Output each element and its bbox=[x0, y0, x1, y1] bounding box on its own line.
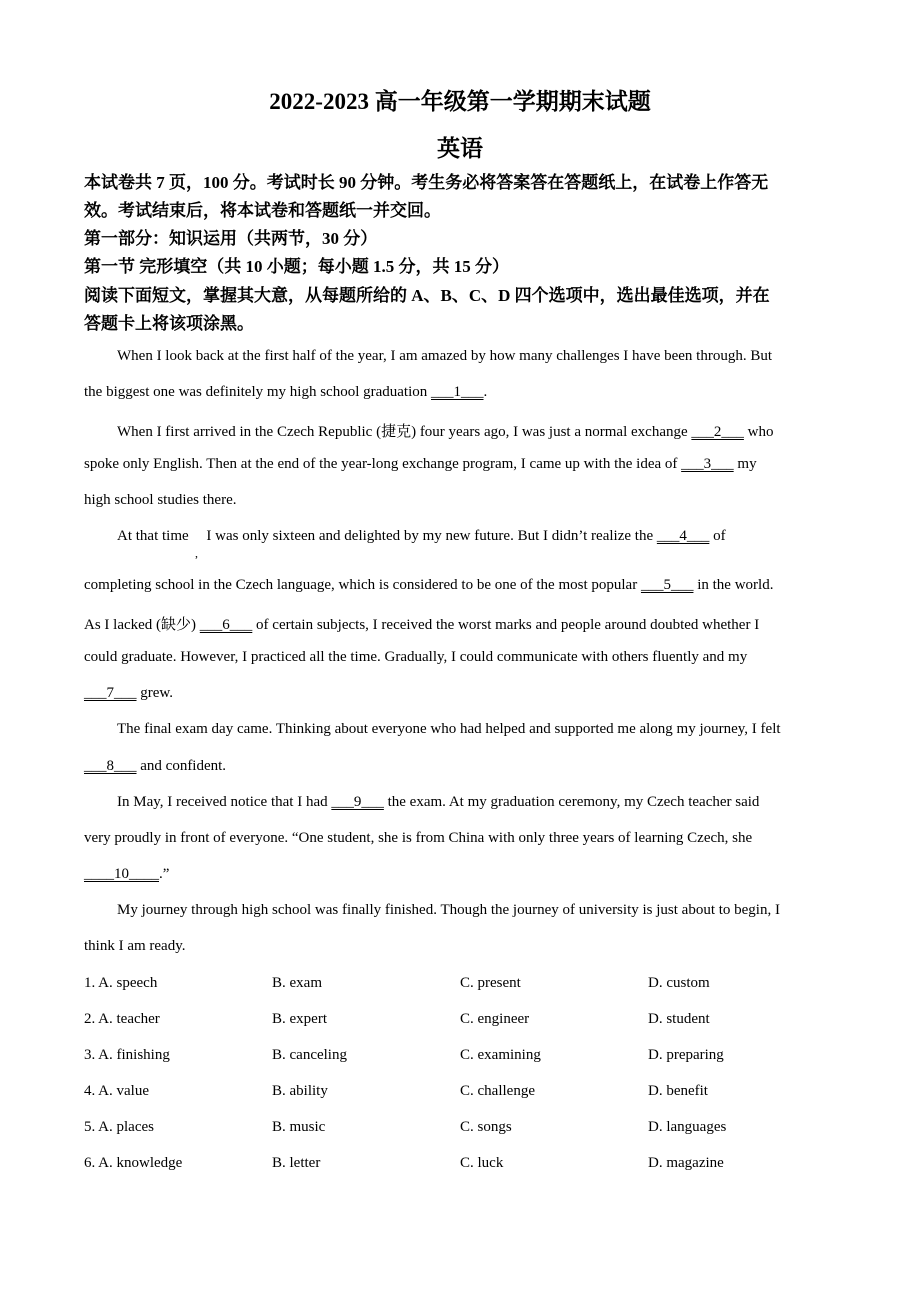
passage-line: high school studies there. bbox=[84, 492, 237, 508]
instructions-line-2: 效。考试结束后，将本试卷和答题纸一并交回。 bbox=[84, 201, 441, 220]
passage-line: In May, I received notice that I had ___9___ the exam. At my graduation ceremony, my Czech teacher said bbox=[117, 794, 760, 810]
blank-3: ___3___ bbox=[681, 456, 734, 472]
passage-line: When I first arrived in the Czech Republic (捷克) four years ago, I was just a normal exchange ___2___ who bbox=[117, 424, 774, 440]
option-d: D. benefit bbox=[648, 1083, 708, 1099]
blank-8: ___8___ bbox=[84, 758, 137, 774]
passage-line: ___7___ grew. bbox=[84, 685, 174, 701]
passage-line: could graduate. However, I practiced all the time. Gradually, I could communicate with others fluently and my bbox=[84, 649, 748, 665]
passage-line: The final exam day came. Thinking about everyone who had helped and supported me along my journey, I felt bbox=[117, 721, 781, 737]
option-c: C. present bbox=[460, 975, 521, 991]
option-b: B. canceling bbox=[272, 1047, 347, 1063]
blank-9: ___9___ bbox=[331, 794, 384, 810]
option-a: 5. A. places bbox=[84, 1119, 154, 1135]
passage-line: very proudly in front of everyone. “One student, she is from China with only three years of learning Czech, she bbox=[84, 830, 753, 846]
option-d: D. magazine bbox=[648, 1155, 724, 1171]
exam-title: 2022-2023 高一年级第一学期期末试题 bbox=[269, 89, 651, 114]
passage-line: ____10____.” bbox=[84, 866, 170, 882]
option-c: C. challenge bbox=[460, 1083, 535, 1099]
passage-line: As I lacked (缺少) ___6___ of certain subjects, I received the worst marks and people around doubted whether I bbox=[84, 617, 760, 633]
option-a: 4. A. value bbox=[84, 1083, 149, 1099]
blank-10: ____10____ bbox=[84, 866, 159, 882]
passage-line: ___8___ and confident. bbox=[84, 758, 227, 774]
passage-line: spoke only English. Then at the end of the year-long exchange program, I came up with the idea of ___3___ my bbox=[84, 456, 757, 472]
blank-4: ___4___ bbox=[656, 528, 710, 544]
option-b: B. expert bbox=[272, 1011, 327, 1027]
option-c: C. examining bbox=[460, 1047, 541, 1063]
option-c: C. engineer bbox=[460, 1011, 530, 1027]
option-a: 1. A. speech bbox=[84, 975, 158, 991]
option-a: 3. A. finishing bbox=[84, 1047, 170, 1063]
passage-line: completing school in the Czech language, which is considered to be one of the most popular ___5___ in the world. bbox=[84, 577, 774, 593]
blank-2: ___2___ bbox=[691, 424, 744, 440]
blank-7: ___7___ bbox=[84, 685, 137, 701]
passage-line: think I am ready. bbox=[84, 938, 186, 954]
part-heading: 第一部分：知识运用（共两节，30 分） bbox=[84, 229, 378, 248]
blank-1: ___1___ bbox=[431, 384, 484, 400]
passage-line: At that time I was only sixteen and delighted by my new future. But I didn’t realize the ___4___ of bbox=[117, 528, 726, 544]
subject-title: 英语 bbox=[437, 136, 483, 161]
option-c: C. luck bbox=[460, 1155, 504, 1171]
option-b: B. letter bbox=[272, 1155, 321, 1171]
option-d: D. custom bbox=[648, 975, 710, 991]
passage-line: My journey through high school was finally finished. Though the journey of university is just about to begin, I bbox=[117, 902, 780, 918]
option-b: B. exam bbox=[272, 975, 322, 991]
passage-line: When I look back at the first half of the year, I am amazed by how many challenges I have been through. But bbox=[117, 348, 772, 364]
option-b: B. music bbox=[272, 1119, 326, 1135]
passage-line: the biggest one was definitely my high school graduation ___1___. bbox=[84, 384, 488, 400]
option-d: D. preparing bbox=[648, 1047, 724, 1063]
option-a: 2. A. teacher bbox=[84, 1011, 160, 1027]
option-c: C. songs bbox=[460, 1119, 512, 1135]
blank-5: ___5___ bbox=[640, 577, 694, 593]
option-d: D. student bbox=[648, 1011, 710, 1027]
section-heading: 第一节 完形填空（共 10 小题；每小题 1.5 分，共 15 分） bbox=[84, 257, 509, 276]
option-a: 6. A. knowledge bbox=[84, 1155, 183, 1171]
stray-comma: , bbox=[195, 546, 198, 560]
blank-6: ___6___ bbox=[199, 617, 253, 633]
directions-line-2: 答题卡上将该项涂黑。 bbox=[84, 314, 254, 333]
directions-line-1: 阅读下面短文，掌握其大意，从每题所给的 A、B、C、D 四个选项中，选出最佳选项，并在 bbox=[84, 286, 770, 305]
instructions-line-1: 本试卷共 7 页，100 分。考试时长 90 分钟。考生务必将答案答在答题纸上，在试卷上作答无 bbox=[84, 173, 769, 192]
option-d: D. languages bbox=[648, 1119, 727, 1135]
option-b: B. ability bbox=[272, 1083, 328, 1099]
